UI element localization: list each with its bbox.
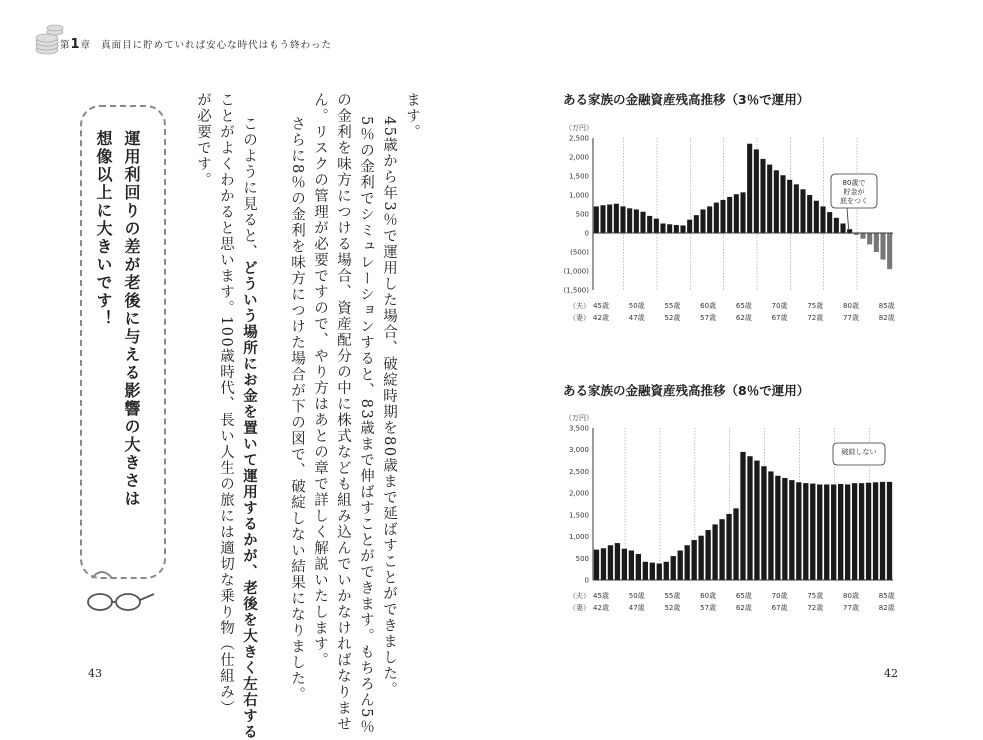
body-line-5: ん。リスクの管理が必要ですので、やり方はあとの章で詳しく解説いたします。 (312, 92, 328, 668)
chart-1-bar (800, 189, 805, 233)
chart-1-bar (747, 144, 752, 233)
chart-2-wife-prefix: （妻） (569, 604, 590, 612)
chart-2-xtick-husband: 50歳 (628, 592, 645, 600)
chart-2-xtick-husband: 70歳 (771, 592, 788, 600)
body-line-3 (355, 100, 377, 735)
chart-2-bar (782, 478, 787, 580)
chart-1-xtick-husband: 85歳 (878, 302, 895, 310)
chart-2-bar (796, 482, 801, 580)
chart-2-xtick-wife: 52歳 (664, 604, 681, 612)
chart-2-bar (845, 484, 850, 580)
chart-2-bar (866, 483, 871, 580)
body-line-4: の金利を味方につける場合、資産配分の中に株式なども組み込んでいかなければなりませ (335, 92, 351, 732)
chart-1-ytick-label: 500 (575, 210, 589, 219)
chart-1-bar (607, 205, 612, 234)
body-line-8 (238, 100, 260, 740)
chapter-suffix: 章 (80, 40, 92, 51)
chart-1-bar (660, 224, 665, 234)
chart-2-bar (740, 452, 745, 580)
chart-2-bar (887, 482, 892, 580)
body-line-2-text: 45歳から年3％で運用した場合、破綻時期を80歳まで延ばすことができました。 (381, 116, 397, 698)
chart-1-bar (787, 180, 792, 233)
chart-1-bar (640, 212, 645, 233)
chart-1-bar (820, 206, 825, 233)
chart-1-bar (774, 170, 779, 233)
chart-2-bar (726, 514, 731, 580)
chart-1-xtick-husband: 60歳 (700, 302, 717, 310)
chart-1-annotation-text: 底をつく (840, 197, 868, 205)
chart-2-annotation-text: 破綻しない (841, 448, 877, 456)
chart-2-xtick-husband: 45歳 (593, 592, 609, 600)
eyeglasses-icon (82, 568, 162, 618)
body-line-6 (286, 100, 308, 703)
chart-1-bar (687, 220, 692, 233)
chart-2-bar (754, 461, 759, 580)
chart-2-xtick-wife: 57歳 (700, 604, 717, 612)
body-line-8-bold: どういう場所にお金を置いて運用するかが、老後を大きく左右する (241, 260, 257, 740)
chart-1-ytick-label: (1,000) (563, 267, 589, 276)
chart-2-bar (594, 550, 599, 580)
chart-2-ytick-label: 3,500 (568, 424, 589, 433)
chart-1-bar (794, 184, 799, 233)
chart-1-xtick-wife: 47歳 (628, 314, 645, 322)
chart-1-bar (680, 225, 685, 233)
chart-2 (555, 408, 905, 618)
chart-2-xtick-wife: 67歳 (771, 604, 788, 612)
chart-2-bar (852, 483, 857, 580)
chart-2-xtick-husband: 80歳 (843, 592, 859, 600)
chart-1-bar (720, 200, 725, 233)
chart-1-xtick-husband: 65歳 (735, 302, 752, 310)
chart-1-xtick-husband: 70歳 (771, 302, 788, 310)
chart-1-bar (734, 194, 739, 233)
chart-1-bar (594, 206, 599, 233)
chart-1-xtick-husband: 55歳 (664, 302, 681, 310)
chart-1-bar (834, 218, 839, 233)
chart-1-ytick-label: 2,000 (568, 153, 589, 162)
chapter-label (60, 37, 332, 52)
chart-1-bar (807, 195, 812, 233)
chart-1-xtick-wife: 82歳 (878, 314, 895, 322)
chart-1-bar (634, 209, 639, 233)
chart-1-bar (714, 203, 719, 233)
chart-2-bar (873, 482, 878, 580)
chart-2-bar (859, 483, 864, 580)
chart-1-ytick-label: 2,500 (568, 134, 589, 143)
chart-2-xtick-husband: 85歳 (878, 592, 895, 600)
chart-1-ytick-label: 1,500 (568, 172, 589, 181)
chart-2-bar (657, 563, 662, 580)
body-line-1: ます。 (404, 92, 420, 140)
chart-2-xtick-husband: 60歳 (700, 592, 717, 600)
body-line-6-text: さらに8％の金利を味方につけた場合が下の図で、破綻しない結果になりました。 (289, 116, 305, 703)
chart-1-xtick-wife: 52歳 (664, 314, 681, 322)
chart-2-bar (803, 483, 808, 580)
chart-2-xtick-wife: 62歳 (735, 604, 752, 612)
chart-2-ytick-label: 1,500 (568, 511, 589, 520)
chart-1-bar (767, 165, 772, 233)
chart-1-bar (760, 159, 765, 233)
chart-2-bar (615, 543, 620, 580)
body-line-9: ことがよくわかると思います。100歳時代、長い人生の旅には適切な乗り物（仕組み） (218, 92, 234, 717)
chart-2-bar (712, 524, 717, 580)
chart-2-ytick-label: 500 (575, 554, 589, 563)
chart-1-bar (780, 175, 785, 233)
chart-2-bar (824, 484, 829, 580)
bubble-line-1: 運用利回りの差が老後に与える影響の大きさは (122, 130, 141, 508)
chart-1-husband-prefix: （夫） (569, 302, 590, 310)
chart-2-bar (678, 550, 683, 580)
chart-2-xtick-wife: 47歳 (628, 604, 645, 612)
chart-2-bar (705, 530, 710, 580)
chart-1-annotation-text: 80歳で (842, 179, 866, 187)
chart-1-bar (814, 201, 819, 233)
chart-1-bar (647, 216, 652, 233)
chart-2-ytick-label: 2,000 (568, 489, 589, 498)
chart-1-bar (727, 197, 732, 233)
chart-2-bar (880, 482, 885, 580)
chart-1-bar (600, 205, 605, 233)
body-line-2 (378, 100, 400, 698)
chart-2-xtick-husband: 55歳 (664, 592, 681, 600)
chart-2-bar (622, 549, 627, 580)
chart-1 (555, 118, 905, 328)
chart-2-bar (608, 545, 613, 580)
chart-1-bar (667, 224, 672, 233)
chart-2-bar (650, 563, 655, 580)
chart-2-bar (831, 484, 836, 580)
chart-1-wife-prefix: （妻） (569, 314, 590, 322)
chart-1-bar (754, 149, 759, 233)
chapter-title: 真面目に貯めていれば安心な時代はもう終わった (101, 40, 333, 51)
chart-2-bar (810, 484, 815, 580)
chart-1-xtick-husband: 45歳 (593, 302, 609, 310)
chart-1-xtick-wife: 77歳 (843, 314, 859, 322)
chart-1-title: ある家族の金融資産残高推移（3％で運用） (563, 92, 810, 107)
chart-1-bar (614, 204, 619, 233)
chart-1-bar (887, 233, 892, 269)
chart-2-husband-prefix: （夫） (569, 592, 590, 600)
chart-2-bar (761, 466, 766, 580)
chart-1-bar (694, 215, 699, 233)
chart-2-xtick-wife: 72歳 (807, 604, 824, 612)
chart-2-bar (817, 484, 822, 580)
chart-2-bar (685, 545, 690, 580)
chart-1-ytick-label: 0 (584, 229, 589, 238)
chart-1-xtick-wife: 62歳 (735, 314, 752, 322)
chart-2-bar (643, 562, 648, 580)
chart-1-bar (860, 233, 865, 239)
chart-2-bar (664, 562, 669, 580)
chart-2-bar (719, 519, 724, 580)
chart-1-ytick-label: 1,000 (568, 191, 589, 200)
chart-1-ytick-label: (500) (570, 248, 589, 257)
chart-2-xtick-wife: 42歳 (593, 604, 609, 612)
body-line-8-text: このように見ると、 (241, 116, 257, 260)
chart-1-xtick-husband: 75歳 (807, 302, 824, 310)
chart-1-bar (674, 225, 679, 233)
chart-2-bar (636, 554, 641, 580)
chart-1-bar (840, 224, 845, 234)
chart-1-annotation-text: 貯金が (843, 188, 865, 196)
chart-2-ytick-label: 3,000 (568, 446, 589, 455)
chart-2-bar (629, 550, 634, 580)
chart-2-bar (692, 540, 697, 580)
chart-2-bar (789, 480, 794, 580)
chart-1-xtick-wife: 57歳 (700, 314, 717, 322)
chart-2-xtick-wife: 77歳 (843, 604, 859, 612)
chart-1-xtick-wife: 72歳 (807, 314, 824, 322)
chart-1-bar (867, 233, 872, 244)
chart-2-ytick-label: 2,500 (568, 467, 589, 476)
chart-1-bar (827, 212, 832, 233)
chart-2-xtick-husband: 65歳 (735, 592, 752, 600)
chart-2-bar (601, 548, 606, 580)
chart-1-bar (627, 208, 632, 233)
chart-1-bar (874, 233, 879, 252)
chart-2-bar (698, 536, 703, 580)
chart-2-bar (671, 556, 676, 580)
chart-1-xtick-husband: 50歳 (628, 302, 645, 310)
chart-1-xtick-wife: 67歳 (771, 314, 788, 322)
chart-1-bar (880, 233, 885, 260)
chart-2-bar (775, 476, 780, 580)
chart-1-unit: （万円） (565, 124, 593, 132)
body-line-3-text: 5％の金利でシミュレーションすると、83歳まで伸ばすことができます。もちろん5％ (358, 116, 374, 735)
chart-1-bar (620, 206, 625, 233)
chart-2-xtick-wife: 82歳 (878, 604, 895, 612)
chart-1-bar (700, 209, 705, 233)
chart-1-xtick-husband: 80歳 (843, 302, 859, 310)
chart-2-ytick-label: 1,000 (568, 533, 589, 542)
chart-1-bar (654, 219, 659, 233)
chapter-prefix: 第 (60, 40, 71, 51)
chart-1-bar (707, 206, 712, 233)
chart-2-bar (768, 471, 773, 580)
chart-1-ytick-label: (1,500) (563, 286, 589, 295)
page-number-left: 43 (88, 667, 102, 680)
chart-1-bar (847, 229, 852, 233)
chart-2-unit: （万円） (565, 414, 593, 422)
chart-2-title: ある家族の金融資産残高推移（8％で運用） (563, 383, 810, 398)
page-number-right: 42 (884, 667, 898, 680)
chapter-number: 1 (70, 37, 81, 52)
chart-1-bar (740, 192, 745, 233)
chart-2-ytick-label: 0 (584, 576, 589, 585)
chart-2-bar (838, 484, 843, 580)
chart-2-bar (733, 508, 738, 580)
bubble-line-2: 想像以上に大きいです！ (94, 130, 113, 328)
chart-2-bar (747, 456, 752, 580)
chart-2-xtick-husband: 75歳 (807, 592, 824, 600)
body-line-10: が必要です。 (195, 92, 211, 188)
chart-1-xtick-wife: 42歳 (593, 314, 609, 322)
